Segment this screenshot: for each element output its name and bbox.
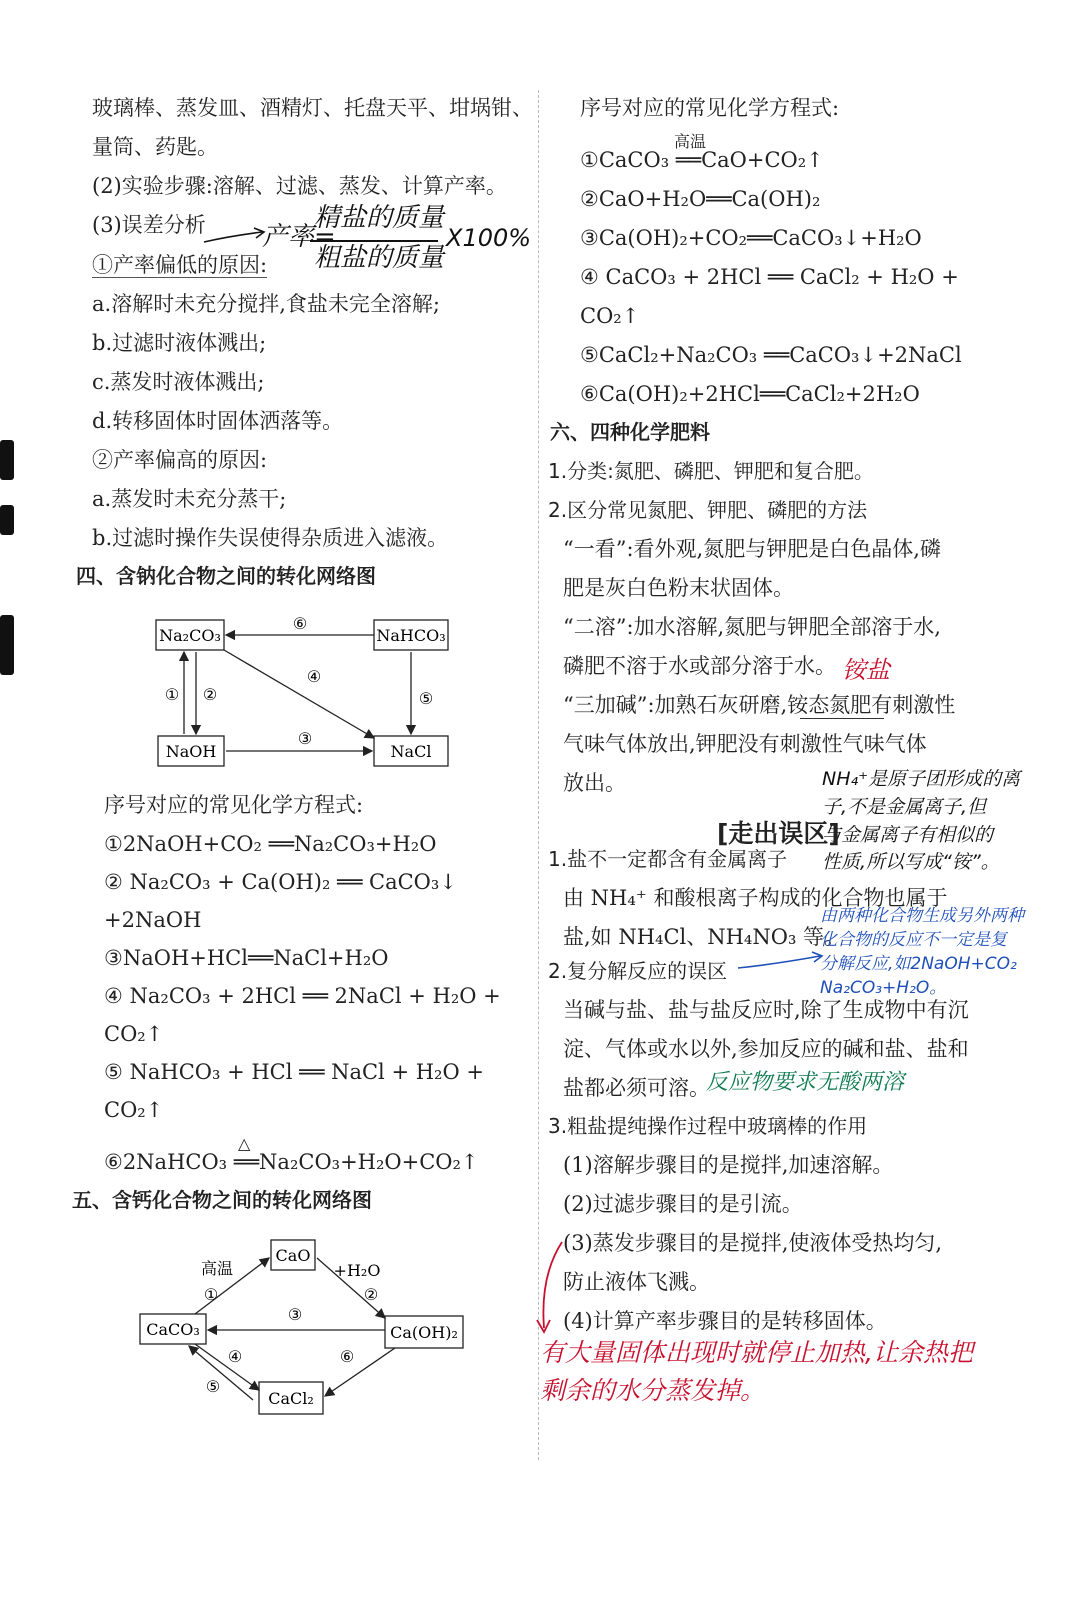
handwritten-ammonium-salt: 铵盐	[842, 656, 890, 684]
text-line: (1)溶解步骤目的是搅拌,加速溶解。	[563, 1153, 894, 1177]
equation: ⑥Ca(OH)₂+2HCl══CaCl₂+2H₂O	[580, 382, 920, 406]
arrow-4	[224, 650, 374, 738]
label-caco3: CaCO₃	[146, 1320, 200, 1339]
equation: ⑤ NaHCO₃ + HCl ══ NaCl + H₂O +	[104, 1060, 484, 1084]
equation: ①CaCO₃ ══CaO+CO₂↑	[580, 148, 824, 172]
sodium-network-diagram	[150, 610, 460, 775]
yield-times: X100%	[446, 224, 532, 252]
low-yield-heading: ①产率偏低的原因:	[92, 253, 268, 277]
text-line: (4)计算产率步骤目的是转移固体。	[563, 1309, 887, 1333]
handwritten-note-line: 子,不是金属离子,但	[822, 796, 987, 818]
fraction-bar	[310, 240, 438, 242]
text-line: 防止液体飞溅。	[563, 1270, 710, 1294]
equation-condition: 高温	[674, 132, 707, 151]
num-6: ⑥	[339, 1347, 355, 1366]
text-line: 气味气体放出,钾肥没有刺激性气味气体	[563, 732, 927, 756]
label-caoh2: Ca(OH)₂	[390, 1323, 458, 1342]
equation: ④ Na₂CO₃ + 2HCl ══ 2NaCl + H₂O +	[104, 984, 501, 1008]
text-line: 3.粗盐提纯操作过程中玻璃棒的作用	[548, 1114, 868, 1138]
text-line: c.蒸发时液体溅出;	[92, 370, 265, 394]
blue-arrow	[736, 950, 826, 974]
red-bracket-arrow	[528, 1236, 568, 1336]
equation: ①2NaOH+CO₂ ══Na₂CO₃+H₂O	[104, 832, 437, 856]
num-1: ①	[164, 685, 180, 704]
text-line: 2.区分常见氮肥、钾肥、磷肥的方法	[548, 498, 868, 522]
handwritten-blue-line: 化合物的反应不一定是复	[820, 930, 1007, 950]
text-line: 玻璃棒、蒸发皿、酒精灯、托盘天平、坩埚钳、	[92, 96, 533, 120]
label-cacl2: CaCl₂	[268, 1389, 314, 1408]
text-line: 量筒、药匙。	[92, 135, 218, 159]
cond-h2o: +H₂O	[333, 1261, 381, 1280]
text-line: 盐,如 NH₄Cl、NH₄NO₃ 等。	[563, 925, 846, 949]
num-3: ③	[287, 1305, 303, 1324]
equation: ④ CaCO₃ + 2HCl ══ CaCl₂ + H₂O +	[580, 265, 959, 289]
binding-mark	[0, 440, 14, 480]
section-heading: 五、含钙化合物之间的转化网络图	[72, 1188, 372, 1212]
handwritten-blue-line: 由两种化合物生成另外两种	[820, 906, 1024, 926]
text-line: 序号对应的常见化学方程式:	[580, 96, 840, 120]
section-heading: 四、含钠化合物之间的转化网络图	[76, 564, 376, 588]
handwritten-note-line: 与金属离子有相似的	[822, 824, 994, 846]
arrow-6	[325, 1348, 395, 1396]
num-1: ①	[203, 1285, 219, 1304]
yield-arrow	[200, 222, 270, 252]
yield-numerator: 精盐的质量	[314, 203, 445, 233]
label-nahco3: NaHCO₃	[376, 626, 446, 645]
text-line: “三加碱”:加熟石灰研磨,铵态氮肥有刺激性	[563, 693, 956, 717]
equation: ③NaOH+HCl══NaCl+H₂O	[104, 946, 389, 970]
text-line: b.过滤时操作失误使得杂质进入滤液。	[92, 526, 449, 550]
equation-condition: △	[238, 1134, 251, 1153]
text-line: “二溶”:加水溶解,氮肥与钾肥全部溶于水,	[563, 615, 941, 639]
num-4: ④	[227, 1347, 243, 1366]
num-4: ④	[306, 667, 322, 686]
text-line: “一看”:看外观,氮肥与钾肥是白色晶体,磷	[563, 537, 941, 561]
handwritten-note-line: NH₄⁺是原子团形成的离	[822, 768, 1021, 790]
label-cao: CaO	[275, 1246, 311, 1265]
text-line: (2)过滤步骤目的是引流。	[563, 1192, 803, 1216]
calcium-network-diagram	[135, 1232, 475, 1422]
text-line: 1.分类:氮肥、磷肥、钾肥和复合肥。	[548, 459, 874, 483]
text-line: a.溶解时未充分搅拌,食盐未完全溶解;	[92, 292, 440, 316]
num-6: ⑥	[292, 614, 308, 633]
binding-mark	[0, 615, 14, 675]
equation: ②CaO+H₂O══Ca(OH)₂	[580, 187, 821, 211]
equation: CO₂↑	[580, 304, 640, 328]
text-line: 放出。	[563, 771, 626, 795]
text-line: 肥是灰白色粉末状固体。	[563, 576, 794, 600]
handwritten-blue-line: Na₂CO₃+H₂O。	[820, 978, 947, 998]
text-line: 2.复分解反应的误区	[548, 959, 728, 983]
num-2: ②	[363, 1285, 379, 1304]
text-line: 磷肥不溶于水或部分溶于水。	[563, 654, 836, 678]
yield-denominator: 粗盐的质量	[314, 243, 445, 273]
equation: +2NaOH	[104, 908, 202, 932]
section-heading: 六、四种化学肥料	[550, 420, 710, 444]
label-nacl: NaCl	[390, 742, 432, 761]
num-5: ⑤	[205, 1377, 221, 1396]
arrow-5	[189, 1346, 253, 1400]
misconception-heading: [走出误区]	[717, 819, 840, 848]
text-line: ②产率偏高的原因:	[92, 448, 268, 472]
text-line: 1.盐不一定都含有金属离子	[548, 847, 788, 871]
handwritten-note-line: 性质,所以写成“铵”。	[822, 851, 1000, 873]
num-3: ③	[297, 729, 313, 748]
handwritten-blue-line: 分解反应,如2NaOH+CO₂	[820, 954, 1017, 974]
handwritten-green-note: 反应物要求无酸两溶	[706, 1070, 905, 1095]
text-line: 盐都必须可溶。	[563, 1076, 710, 1100]
underline-mark	[800, 718, 884, 719]
label-naoh: NaOH	[165, 742, 217, 761]
text-line	[92, 255, 267, 276]
text-line: a.蒸发时未充分蒸干;	[92, 487, 287, 511]
equation: ⑤CaCl₂+Na₂CO₃ ══CaCO₃↓+2NaCl	[580, 343, 962, 367]
text-line: (2)实验步骤:溶解、过滤、蒸发、计算产率。	[92, 174, 507, 198]
text-line: 序号对应的常见化学方程式:	[104, 793, 364, 817]
equation: ② Na₂CO₃ + Ca(OH)₂ ══ CaCO₃↓	[104, 870, 457, 894]
text-line: 当碱与盐、盐与盐反应时,除了生成物中有沉	[563, 998, 969, 1022]
label-na2co3: Na₂CO₃	[159, 626, 221, 645]
num-2: ②	[202, 685, 218, 704]
text-line: 由 NH₄⁺ 和酸根离子构成的化合物也属于	[563, 886, 948, 910]
equation: CO₂↑	[104, 1098, 164, 1122]
handwritten-red-line: 剩余的水分蒸发掉。	[540, 1376, 766, 1405]
text-line: b.过滤时液体溅出;	[92, 331, 267, 355]
equation: ③Ca(OH)₂+CO₂══CaCO₃↓+H₂O	[580, 226, 922, 250]
cond-gaowen: 高温	[200, 1259, 234, 1278]
equation: CO₂↑	[104, 1022, 164, 1046]
text-line: (3)蒸发步骤目的是搅拌,使液体受热均匀,	[563, 1231, 943, 1255]
yield-label: 产率=	[262, 222, 336, 252]
num-5: ⑤	[418, 689, 434, 708]
binding-mark	[0, 505, 14, 535]
equation: ⑥2NaHCO₃ ══Na₂CO₃+H₂O+CO₂↑	[104, 1150, 479, 1174]
text-line: (3)误差分析	[92, 213, 206, 237]
handwritten-red-line: 有大量固体出现时就停止加热,让余热把	[540, 1338, 973, 1367]
text-line: 淀、气体或水以外,参加反应的碱和盐、盐和	[563, 1037, 969, 1061]
text-line: d.转移固体时固体洒落等。	[92, 409, 344, 433]
